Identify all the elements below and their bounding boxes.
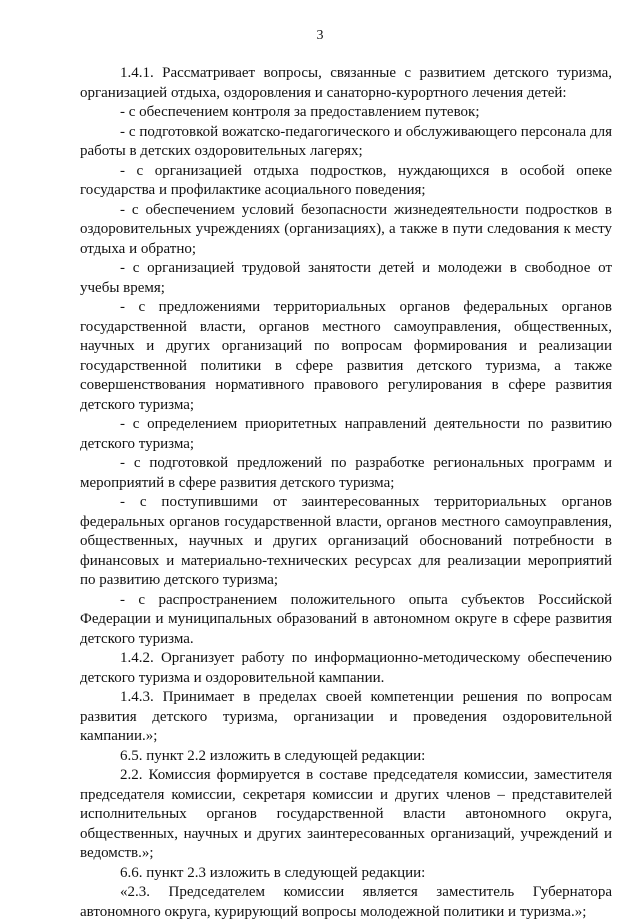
paragraph-1-4-2: 1.4.2. Организует работу по информационно-методическому обеспечению детского туризма и оздоровительной кампании. bbox=[80, 650, 612, 686]
document-body bbox=[80, 64, 612, 922]
page-number: 3 bbox=[316, 28, 324, 43]
paragraph-1-4-1: 1.4.1. Рассматривает вопросы, связанные с развитием детского туризма, организацией отдыха, оздоровления и санаторно-курортного лечения детей: bbox=[80, 65, 612, 101]
paragraph-2-3: «2.3. Председателем комиссии является заместитель Губернатора автономного округа, курирующий вопросы молодежной политики и туризма.»; bbox=[80, 884, 612, 920]
list-item: - с подготовкой предложений по разработке региональных программ и мероприятий в сфере развития детского туризма; bbox=[80, 455, 612, 491]
paragraph-2-2: 2.2. Комиссия формируется в составе председателя комиссии, заместителя председателя комиссии, секретаря комиссии и других членов – представителей исполнительных органов государственной власти автономного округа, общественных, научных и других заинтересованных организаций, учреждений и ведомств.»; bbox=[80, 767, 612, 861]
paragraph-6-5: 6.5. пункт 2.2 изложить в следующей редакции: bbox=[120, 747, 426, 764]
list-item: - с распространением положительного опыта субъектов Российской Федерации и муниципальных образований в автономном округе в сфере развития детского туризма. bbox=[80, 591, 612, 647]
list-item: - с обеспечением контроля за предоставлением путевок; bbox=[120, 104, 480, 120]
list-item: - с определением приоритетных направлений деятельности по развитию детского туризма; bbox=[80, 416, 612, 452]
paragraph-1-4-3: 1.4.3. Принимает в пределах своей компетенции решения по вопросам развития детского туризма, организации и проведения оздоровительной кампании.»; bbox=[80, 689, 612, 744]
list-item: - с обеспечением условий безопасности жизнедеятельности подростков в оздоровительных учреждениях (организациях), а также в пути следования к месту отдыха и обратно; bbox=[80, 201, 612, 257]
paragraph-6-6: 6.6. пункт 2.3 изложить в следующей редакции: bbox=[120, 864, 426, 881]
list-item: - с организацией трудовой занятости детей и молодежи в свободное от учебы время; bbox=[80, 260, 612, 296]
list-item: - с предложениями территориальных органов федеральных органов государственной власти, органов местного самоуправления, общественных, научных и других организаций по вопросам формирования и реализации государственной политики в сфере развития детского туризма, а также совершенствования нормативного правового регулирования в сфере развития детского туризма; bbox=[80, 299, 612, 413]
list-item: - с организацией отдыха подростков, нуждающихся в особой опеке государства и профилактике асоциального поведения; bbox=[80, 162, 612, 198]
list-item: - с подготовкой вожатско-педагогического и обслуживающего персонала для работы в детских оздоровительных лагерях; bbox=[80, 123, 612, 159]
list-item: - с поступившими от заинтересованных территориальных органов федеральных органов государственной власти, органов местного самоуправления, общественных, научных и других организаций обоснований потребности в финансовых и материально-технических ресурсах для реализации мероприятий по развитию детского туризма; bbox=[80, 494, 612, 588]
